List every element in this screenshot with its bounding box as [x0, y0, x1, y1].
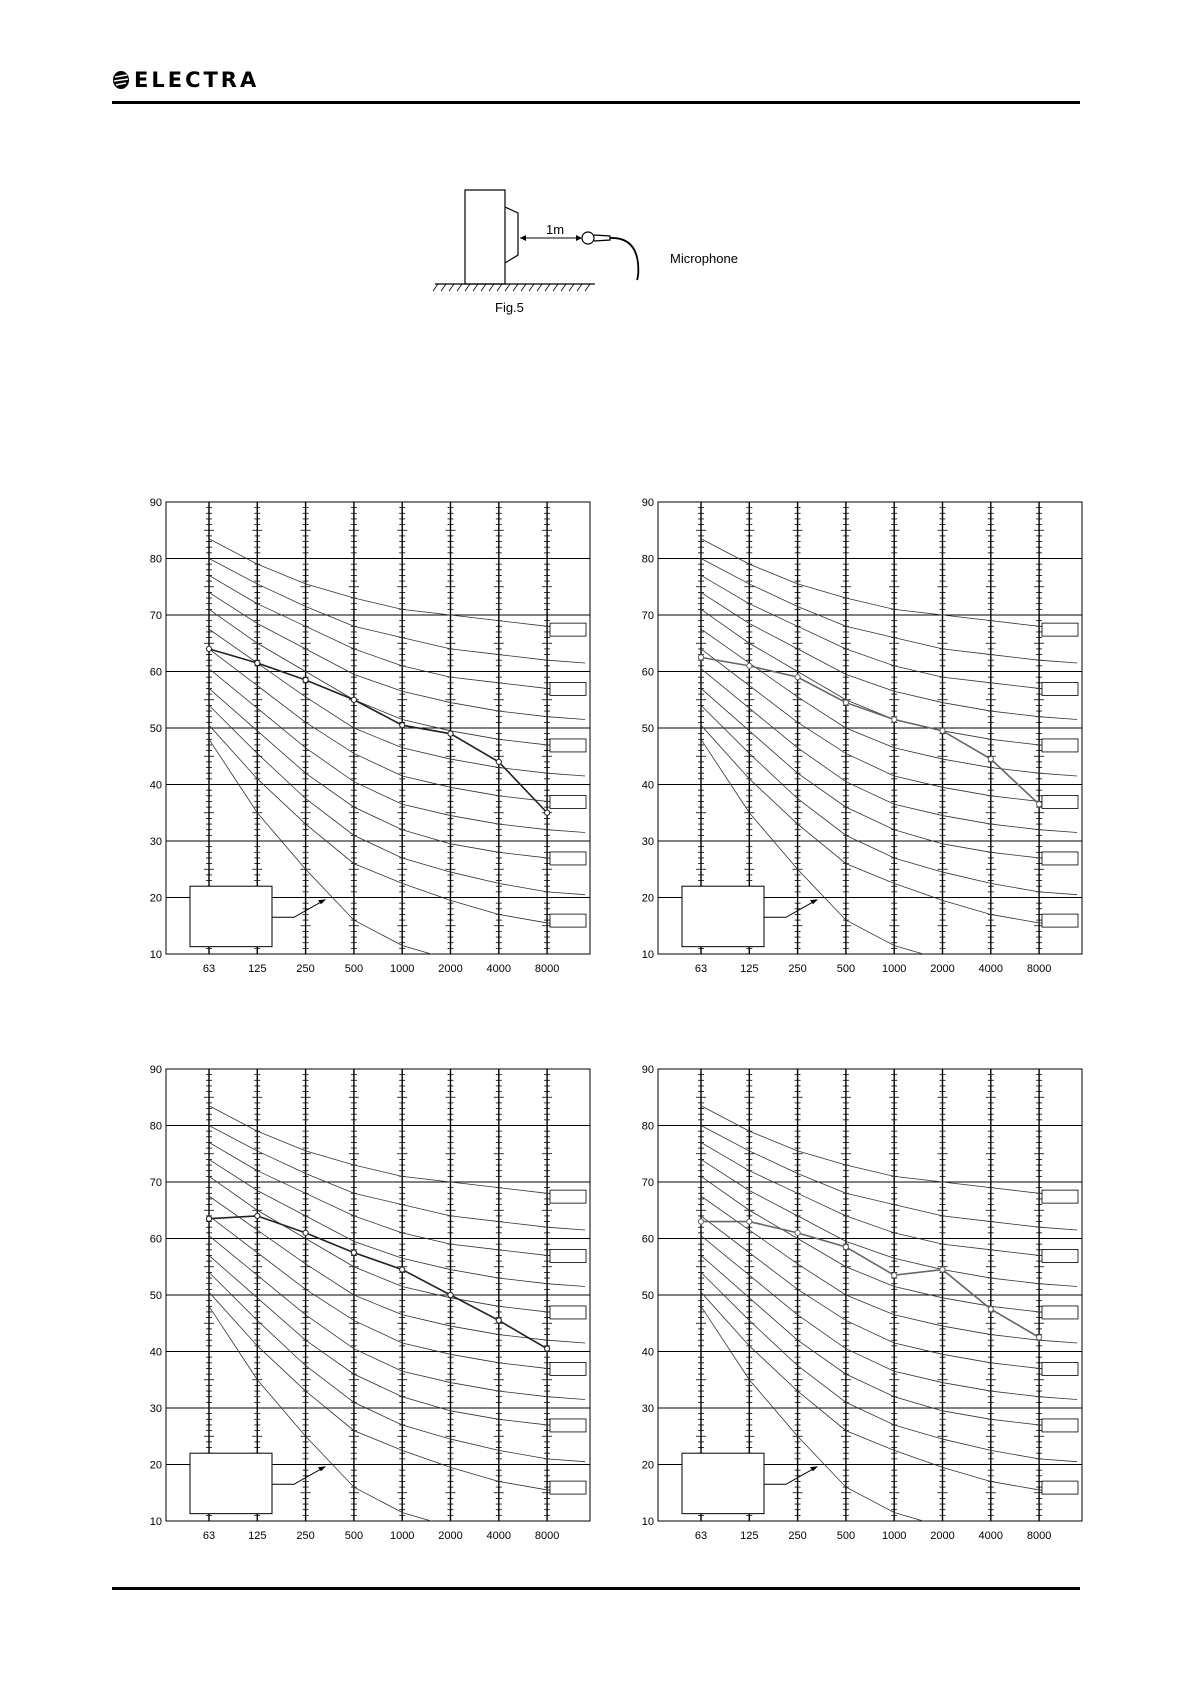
nc-label-box: [550, 1481, 586, 1494]
y-tick-label: 90: [149, 497, 162, 509]
nc-label-box: [550, 1306, 586, 1319]
measured-point: [448, 731, 453, 736]
y-tick-label: 60: [641, 1233, 654, 1246]
x-tick-label: 2000: [930, 963, 955, 975]
measured-point: [496, 1318, 501, 1323]
measured-point: [206, 1216, 211, 1221]
y-tick-label: 80: [149, 1120, 162, 1133]
y-tick-label: 90: [149, 1064, 162, 1076]
nc-label-box: [550, 914, 586, 927]
nc-label-box: [1042, 1419, 1078, 1432]
y-tick-label: 40: [149, 779, 162, 792]
measured-point: [698, 655, 703, 660]
nc-label-box: [550, 1362, 586, 1375]
legend-box: [190, 1453, 272, 1513]
y-tick-label: 70: [641, 610, 654, 622]
y-tick-label: 60: [149, 666, 162, 679]
x-tick-label: 1000: [881, 963, 907, 975]
legend-box: [682, 1453, 764, 1513]
y-tick-label: 60: [149, 1233, 162, 1246]
x-tick-label: 8000: [1026, 963, 1052, 975]
y-tick-label: 70: [149, 1177, 162, 1189]
y-tick-label: 10: [641, 1516, 654, 1528]
x-tick-label: 4000: [978, 1530, 1004, 1542]
nc-label-box: [550, 682, 586, 695]
x-tick-label: 125: [248, 963, 267, 975]
nc-label-box: [1042, 914, 1078, 927]
y-tick-label: 80: [641, 553, 654, 566]
nc-label-box: [1042, 1306, 1078, 1319]
brand-name: ELECTRA: [134, 68, 260, 92]
y-tick-label: 30: [149, 1403, 162, 1415]
noise-chart-bottom-right: [622, 1062, 1092, 1547]
measured-point: [400, 1267, 405, 1272]
measured-point: [1037, 802, 1042, 807]
x-tick-label: 1000: [389, 963, 415, 975]
figure-caption: Fig.5: [495, 300, 524, 315]
x-tick-label: 4000: [486, 1530, 512, 1542]
nc-label-box: [1042, 623, 1078, 636]
noise-chart-top-right: [622, 495, 1092, 980]
y-tick-label: 20: [149, 1459, 162, 1472]
measured-point: [940, 728, 945, 733]
y-tick-label: 10: [641, 949, 654, 961]
nc-label-box: [550, 1419, 586, 1432]
measured-point: [351, 697, 356, 702]
measured-point: [255, 660, 260, 665]
x-tick-label: 4000: [978, 963, 1004, 975]
microphone-icon: [582, 232, 638, 280]
y-tick-label: 70: [641, 1177, 654, 1189]
measured-point: [206, 646, 211, 651]
y-tick-label: 20: [149, 892, 162, 905]
x-tick-label: 63: [202, 1530, 216, 1542]
measurement-setup-figure: [430, 185, 760, 335]
measured-point: [496, 759, 501, 764]
measured-point: [892, 1273, 897, 1278]
y-tick-label: 90: [641, 497, 654, 509]
measured-point: [988, 1307, 993, 1312]
nc-label-box: [1042, 1362, 1078, 1375]
x-tick-label: 63: [694, 1530, 708, 1542]
x-tick-label: 8000: [1026, 1530, 1052, 1542]
measured-point: [747, 663, 752, 668]
nc-label-box: [550, 623, 586, 636]
unit-outlet: [505, 207, 518, 263]
distance-label: 1m: [546, 222, 565, 237]
y-tick-label: 80: [149, 553, 162, 566]
page-header: [112, 64, 1080, 104]
measured-point: [843, 1244, 848, 1249]
header-divider: [112, 101, 1080, 104]
y-tick-label: 20: [641, 1459, 654, 1472]
measured-point: [448, 1292, 453, 1297]
nc-label-box: [1042, 682, 1078, 695]
measured-point: [545, 810, 550, 815]
y-tick-label: 60: [641, 666, 654, 679]
y-tick-label: 90: [641, 1064, 654, 1076]
nc-label-box: [1042, 1249, 1078, 1262]
footer-divider: [112, 1587, 1080, 1590]
y-tick-label: 10: [149, 1516, 162, 1528]
y-tick-label: 30: [149, 836, 162, 848]
indoor-unit: [465, 190, 505, 284]
nc-label-box: [1042, 852, 1078, 865]
nc-label-box: [550, 795, 586, 808]
measured-point: [303, 1230, 308, 1235]
measured-point: [351, 1250, 356, 1255]
x-tick-label: 63: [202, 963, 216, 975]
measured-point: [940, 1267, 945, 1272]
measured-point: [843, 700, 848, 705]
electra-logo-icon: [112, 70, 130, 90]
x-tick-label: 2000: [438, 1530, 463, 1542]
measured-point: [892, 717, 897, 722]
floor-hatching: [433, 284, 590, 291]
x-tick-label: 63: [694, 963, 708, 975]
measured-point: [988, 756, 993, 761]
measured-point: [698, 1219, 703, 1224]
noise-chart-top-left: [130, 495, 600, 980]
y-tick-label: 30: [641, 1403, 654, 1415]
measured-point: [1037, 1335, 1042, 1340]
y-tick-label: 50: [641, 1290, 654, 1302]
microphone-label: Microphone: [670, 251, 738, 266]
measured-point: [795, 675, 800, 680]
nc-label-box: [1042, 739, 1078, 752]
y-tick-label: 40: [149, 1346, 162, 1359]
x-tick-label: 2000: [930, 1530, 955, 1542]
nc-label-box: [550, 1249, 586, 1262]
noise-chart-bottom-left: [130, 1062, 600, 1547]
y-tick-label: 20: [641, 892, 654, 905]
x-tick-label: 500: [344, 1530, 364, 1542]
nc-label-box: [550, 739, 586, 752]
legend-box: [682, 886, 764, 946]
y-tick-label: 70: [149, 610, 162, 622]
x-tick-label: 250: [296, 1530, 315, 1542]
x-tick-label: 500: [836, 1530, 856, 1542]
y-tick-label: 50: [149, 723, 162, 735]
x-tick-label: 1000: [389, 1530, 415, 1542]
x-tick-label: 125: [740, 963, 759, 975]
x-tick-label: 4000: [486, 963, 512, 975]
legend-box: [190, 886, 272, 946]
x-tick-label: 125: [248, 1530, 267, 1542]
y-tick-label: 40: [641, 779, 654, 792]
y-tick-label: 30: [641, 836, 654, 848]
x-tick-label: 250: [296, 963, 315, 975]
measured-point: [303, 677, 308, 682]
x-tick-label: 250: [788, 1530, 807, 1542]
nc-label-box: [1042, 1190, 1078, 1203]
measured-point: [747, 1219, 752, 1224]
x-tick-label: 250: [788, 963, 807, 975]
y-tick-label: 40: [641, 1346, 654, 1359]
y-tick-label: 50: [149, 1290, 162, 1302]
x-tick-label: 500: [344, 963, 364, 975]
electra-logo: [112, 66, 259, 94]
nc-label-box: [550, 1190, 586, 1203]
y-tick-label: 10: [149, 949, 162, 961]
y-tick-label: 80: [641, 1120, 654, 1133]
measured-point: [545, 1346, 550, 1351]
x-tick-label: 8000: [534, 1530, 560, 1542]
x-tick-label: 1000: [881, 1530, 907, 1542]
y-tick-label: 50: [641, 723, 654, 735]
nc-label-box: [550, 852, 586, 865]
x-tick-label: 8000: [534, 963, 560, 975]
nc-label-box: [1042, 795, 1078, 808]
measured-point: [400, 723, 405, 728]
x-tick-label: 125: [740, 1530, 759, 1542]
x-tick-label: 2000: [438, 963, 463, 975]
nc-label-box: [1042, 1481, 1078, 1494]
x-tick-label: 500: [836, 963, 856, 975]
measured-point: [255, 1213, 260, 1218]
measured-point: [795, 1230, 800, 1235]
